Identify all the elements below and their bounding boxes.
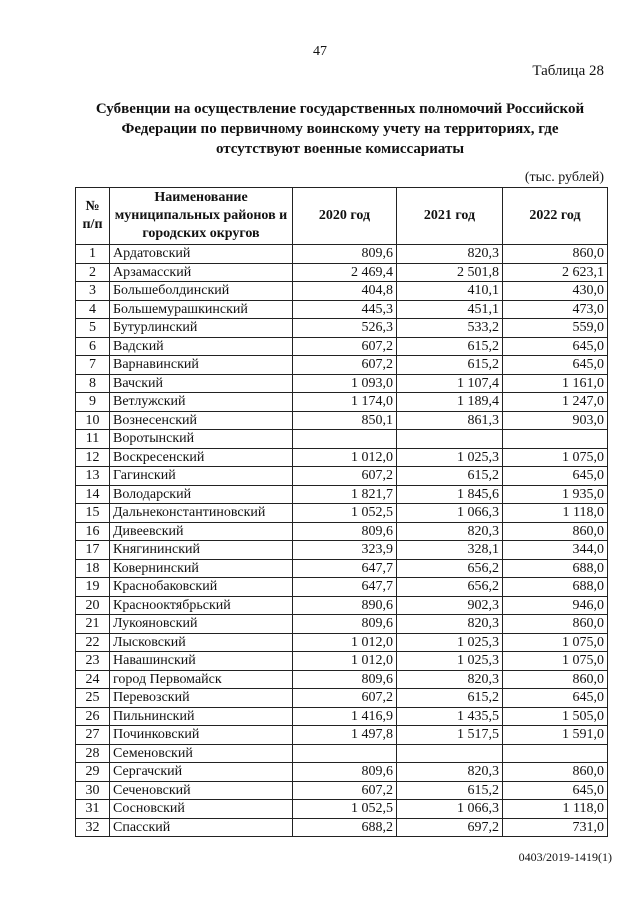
district-name: Лысковский xyxy=(110,633,293,652)
value-2021: 615,2 xyxy=(397,467,503,486)
value-2020: 809,6 xyxy=(293,522,397,541)
district-name: Сосновский xyxy=(110,800,293,819)
header-2020: 2020 год xyxy=(293,188,397,245)
value-2020: 809,6 xyxy=(293,670,397,689)
value-2020: 1 174,0 xyxy=(293,393,397,412)
document-title xyxy=(70,99,610,159)
value-2020: 1 821,7 xyxy=(293,485,397,504)
value-2022: 1 075,0 xyxy=(503,633,608,652)
value-2021: 533,2 xyxy=(397,319,503,338)
value-2020: 1 052,5 xyxy=(293,800,397,819)
table-row xyxy=(76,800,608,819)
value-2021 xyxy=(397,430,503,449)
page-number: 47 xyxy=(313,44,327,59)
header-2022: 2022 год xyxy=(503,188,608,245)
row-number: 27 xyxy=(76,726,110,745)
row-number: 9 xyxy=(76,393,110,412)
row-number: 2 xyxy=(76,263,110,282)
value-2022: 2 623,1 xyxy=(503,263,608,282)
row-number: 23 xyxy=(76,652,110,671)
value-2022: 860,0 xyxy=(503,615,608,634)
district-name: Гагинский xyxy=(110,467,293,486)
value-2022: 903,0 xyxy=(503,411,608,430)
value-2021: 861,3 xyxy=(397,411,503,430)
value-2022: 1 118,0 xyxy=(503,800,608,819)
row-number: 3 xyxy=(76,282,110,301)
footer-code: 0403/2019-1419(1) xyxy=(518,850,612,864)
value-2020 xyxy=(293,744,397,763)
table-row xyxy=(76,596,608,615)
value-2020: 607,2 xyxy=(293,337,397,356)
value-2021: 656,2 xyxy=(397,578,503,597)
value-2021: 615,2 xyxy=(397,337,503,356)
value-2020: 607,2 xyxy=(293,781,397,800)
value-2021: 615,2 xyxy=(397,689,503,708)
value-2020: 2 469,4 xyxy=(293,263,397,282)
district-name: Семеновский xyxy=(110,744,293,763)
table-header-row xyxy=(76,188,608,245)
header-num-line1: № xyxy=(85,199,100,214)
row-number: 22 xyxy=(76,633,110,652)
table-row xyxy=(76,689,608,708)
value-2021: 656,2 xyxy=(397,559,503,578)
table-row xyxy=(76,411,608,430)
subsidies-table xyxy=(75,187,608,837)
value-2021: 451,1 xyxy=(397,300,503,319)
value-2022: 688,0 xyxy=(503,559,608,578)
district-name: Вознесенский xyxy=(110,411,293,430)
value-2022: 645,0 xyxy=(503,781,608,800)
value-2021: 820,3 xyxy=(397,763,503,782)
value-2022: 645,0 xyxy=(503,689,608,708)
row-number: 19 xyxy=(76,578,110,597)
value-2021: 820,3 xyxy=(397,522,503,541)
district-name: Навашинский xyxy=(110,652,293,671)
value-2022: 1 075,0 xyxy=(503,448,608,467)
row-number: 12 xyxy=(76,448,110,467)
value-2020: 809,6 xyxy=(293,763,397,782)
row-number: 30 xyxy=(76,781,110,800)
value-2022: 1 118,0 xyxy=(503,504,608,523)
row-number: 4 xyxy=(76,300,110,319)
unit-note: (тыс. рублей) xyxy=(524,170,604,185)
value-2021: 902,3 xyxy=(397,596,503,615)
table-row xyxy=(76,263,608,282)
table-row xyxy=(76,430,608,449)
row-number: 18 xyxy=(76,559,110,578)
row-number: 31 xyxy=(76,800,110,819)
value-2021: 615,2 xyxy=(397,781,503,800)
value-2020: 1 497,8 xyxy=(293,726,397,745)
value-2021: 328,1 xyxy=(397,541,503,560)
value-2020: 809,6 xyxy=(293,615,397,634)
value-2022: 860,0 xyxy=(503,245,608,264)
value-2022: 1 505,0 xyxy=(503,707,608,726)
value-2022: 1 591,0 xyxy=(503,726,608,745)
value-2021: 820,3 xyxy=(397,615,503,634)
row-number: 5 xyxy=(76,319,110,338)
row-number: 17 xyxy=(76,541,110,560)
value-2022: 1 075,0 xyxy=(503,652,608,671)
table-row xyxy=(76,245,608,264)
value-2021: 1 189,4 xyxy=(397,393,503,412)
header-2021: 2021 год xyxy=(397,188,503,245)
district-name: Спасский xyxy=(110,818,293,837)
value-2021: 2 501,8 xyxy=(397,263,503,282)
title-line-3: отсутствуют военные комиссариаты xyxy=(215,141,465,157)
value-2022: 473,0 xyxy=(503,300,608,319)
row-number: 15 xyxy=(76,504,110,523)
row-number: 28 xyxy=(76,744,110,763)
district-name: Большеболдинский xyxy=(110,282,293,301)
table-row xyxy=(76,448,608,467)
value-2022: 946,0 xyxy=(503,596,608,615)
header-num xyxy=(76,188,110,245)
table-row xyxy=(76,781,608,800)
row-number: 11 xyxy=(76,430,110,449)
table-row xyxy=(76,541,608,560)
table-row xyxy=(76,374,608,393)
table-row xyxy=(76,615,608,634)
value-2022 xyxy=(503,430,608,449)
value-2020: 1 052,5 xyxy=(293,504,397,523)
value-2021: 1 066,3 xyxy=(397,504,503,523)
value-2020: 1 012,0 xyxy=(293,448,397,467)
value-2021: 820,3 xyxy=(397,245,503,264)
table-row xyxy=(76,559,608,578)
value-2020: 1 012,0 xyxy=(293,652,397,671)
value-2021: 1 517,5 xyxy=(397,726,503,745)
district-name: Дальнеконстантиновский xyxy=(110,504,293,523)
value-2021: 1 066,3 xyxy=(397,800,503,819)
value-2021: 1 025,3 xyxy=(397,448,503,467)
district-name: Воскресенский xyxy=(110,448,293,467)
district-name: Володарский xyxy=(110,485,293,504)
row-number: 25 xyxy=(76,689,110,708)
value-2022: 559,0 xyxy=(503,319,608,338)
value-2021: 697,2 xyxy=(397,818,503,837)
district-name: Ардатовский xyxy=(110,245,293,264)
district-name: Пильнинский xyxy=(110,707,293,726)
district-name: Сергачский xyxy=(110,763,293,782)
value-2021: 1 845,6 xyxy=(397,485,503,504)
district-name: Перевозский xyxy=(110,689,293,708)
value-2020: 607,2 xyxy=(293,356,397,375)
value-2020: 890,6 xyxy=(293,596,397,615)
value-2022: 1 247,0 xyxy=(503,393,608,412)
value-2020: 688,2 xyxy=(293,818,397,837)
value-2022: 860,0 xyxy=(503,670,608,689)
value-2021: 615,2 xyxy=(397,356,503,375)
row-number: 1 xyxy=(76,245,110,264)
row-number: 20 xyxy=(76,596,110,615)
value-2022: 731,0 xyxy=(503,818,608,837)
district-name: Краснооктябрьский xyxy=(110,596,293,615)
table-row xyxy=(76,282,608,301)
value-2022: 430,0 xyxy=(503,282,608,301)
row-number: 24 xyxy=(76,670,110,689)
table-row xyxy=(76,707,608,726)
value-2022: 645,0 xyxy=(503,337,608,356)
table-row xyxy=(76,522,608,541)
value-2021: 410,1 xyxy=(397,282,503,301)
value-2022: 860,0 xyxy=(503,763,608,782)
district-name: Варнавинский xyxy=(110,356,293,375)
district-name: Вачский xyxy=(110,374,293,393)
district-name: Починковский xyxy=(110,726,293,745)
table-row xyxy=(76,504,608,523)
table-row xyxy=(76,319,608,338)
value-2020: 647,7 xyxy=(293,559,397,578)
district-name: Вадский xyxy=(110,337,293,356)
district-name: Лукояновский xyxy=(110,615,293,634)
table-row xyxy=(76,467,608,486)
row-number: 14 xyxy=(76,485,110,504)
table-row xyxy=(76,652,608,671)
district-name: Княгининский xyxy=(110,541,293,560)
row-number: 10 xyxy=(76,411,110,430)
district-name: Арзамасский xyxy=(110,263,293,282)
table-row xyxy=(76,485,608,504)
value-2020: 607,2 xyxy=(293,689,397,708)
row-number: 29 xyxy=(76,763,110,782)
header-name: Наименование муниципальных районов и городских округов xyxy=(110,188,293,245)
value-2022: 1 161,0 xyxy=(503,374,608,393)
district-name: Краснобаковский xyxy=(110,578,293,597)
row-number: 6 xyxy=(76,337,110,356)
value-2021 xyxy=(397,744,503,763)
row-number: 16 xyxy=(76,522,110,541)
row-number: 26 xyxy=(76,707,110,726)
value-2020: 1 093,0 xyxy=(293,374,397,393)
value-2022: 344,0 xyxy=(503,541,608,560)
row-number: 8 xyxy=(76,374,110,393)
table-row xyxy=(76,356,608,375)
value-2022: 645,0 xyxy=(503,467,608,486)
table-label: Таблица 28 xyxy=(532,63,604,79)
value-2022: 1 935,0 xyxy=(503,485,608,504)
value-2021: 820,3 xyxy=(397,670,503,689)
value-2020: 445,3 xyxy=(293,300,397,319)
value-2021: 1 025,3 xyxy=(397,633,503,652)
district-name: Ковернинский xyxy=(110,559,293,578)
value-2020: 607,2 xyxy=(293,467,397,486)
district-name: Бутурлинский xyxy=(110,319,293,338)
row-number: 13 xyxy=(76,467,110,486)
value-2021: 1 025,3 xyxy=(397,652,503,671)
value-2022: 688,0 xyxy=(503,578,608,597)
value-2021: 1 107,4 xyxy=(397,374,503,393)
table-row xyxy=(76,578,608,597)
district-name: Дивеевский xyxy=(110,522,293,541)
value-2022: 645,0 xyxy=(503,356,608,375)
district-name: Сеченовский xyxy=(110,781,293,800)
row-number: 7 xyxy=(76,356,110,375)
table-row xyxy=(76,393,608,412)
value-2020: 809,6 xyxy=(293,245,397,264)
table-row xyxy=(76,726,608,745)
value-2020: 526,3 xyxy=(293,319,397,338)
value-2021: 1 435,5 xyxy=(397,707,503,726)
header-num-line2: п/п xyxy=(82,217,103,232)
table-row xyxy=(76,818,608,837)
table-row xyxy=(76,633,608,652)
district-name: Воротынский xyxy=(110,430,293,449)
value-2022: 860,0 xyxy=(503,522,608,541)
title-line-2: Федерации по первичному воинскому учету на территориях, где xyxy=(121,121,559,137)
district-name: Большемурашкинский xyxy=(110,300,293,319)
value-2020: 323,9 xyxy=(293,541,397,560)
value-2020: 404,8 xyxy=(293,282,397,301)
value-2022 xyxy=(503,744,608,763)
row-number: 21 xyxy=(76,615,110,634)
row-number: 32 xyxy=(76,818,110,837)
value-2020: 1 416,9 xyxy=(293,707,397,726)
district-name: город Первомайск xyxy=(110,670,293,689)
table-row xyxy=(76,744,608,763)
title-line-1: Субвенции на осуществление государственных полномочий Российской xyxy=(95,101,585,117)
table-body xyxy=(76,245,608,837)
value-2020 xyxy=(293,430,397,449)
value-2020: 1 012,0 xyxy=(293,633,397,652)
table-row xyxy=(76,300,608,319)
table-row xyxy=(76,337,608,356)
value-2020: 647,7 xyxy=(293,578,397,597)
table-row xyxy=(76,763,608,782)
table-row xyxy=(76,670,608,689)
district-name: Ветлужский xyxy=(110,393,293,412)
value-2020: 850,1 xyxy=(293,411,397,430)
